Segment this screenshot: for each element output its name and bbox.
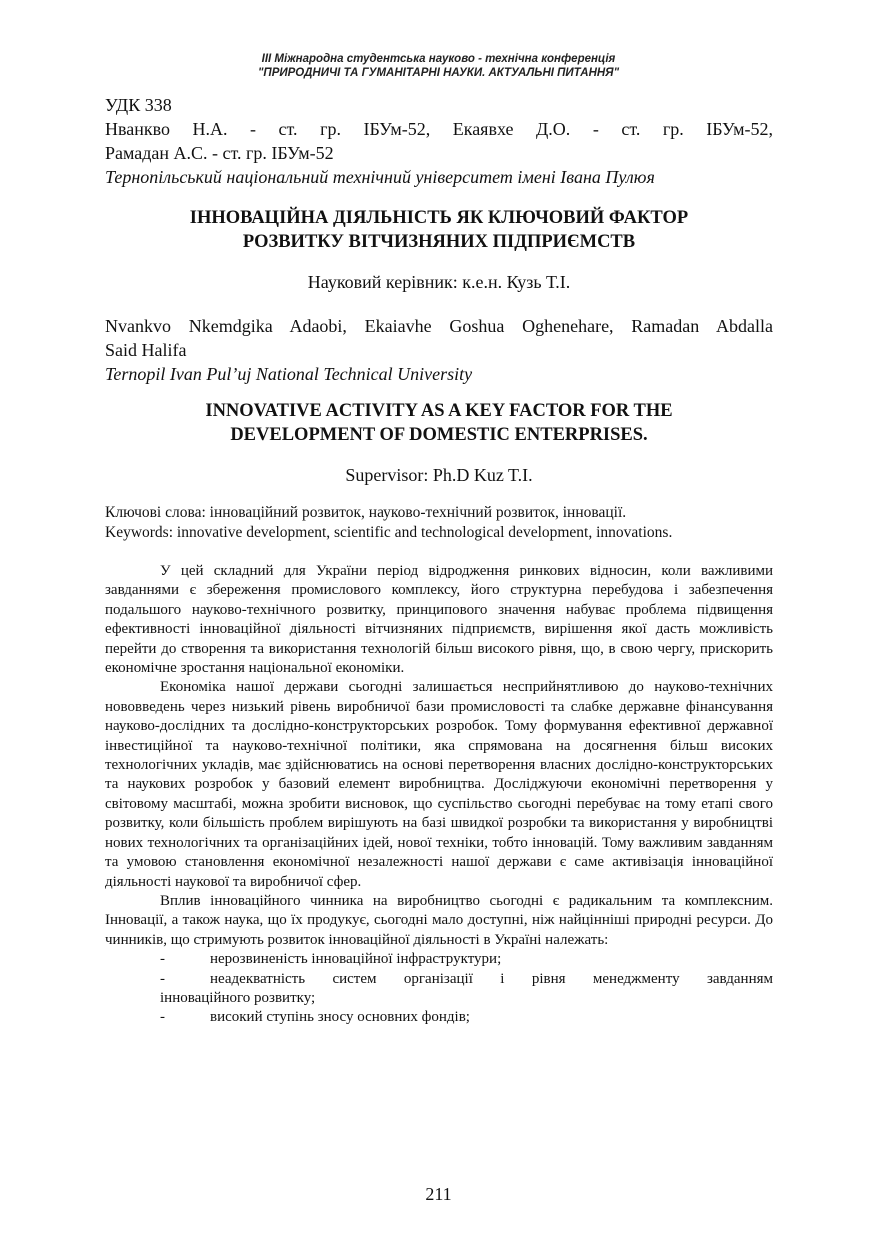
eng-title xyxy=(105,399,773,447)
list-item-text: неадекватність систем організації і рівня менеджменту завданням xyxy=(210,970,773,987)
eng-authors-block xyxy=(105,314,773,386)
ukr-authors-line1: Нванкво Н.А. - ст. гр. ІБУм-52, Екаявхе Д.О. - ст. гр. ІБУм-52, xyxy=(105,119,773,139)
ukr-authors-line2: Рамадан А.С. - ст. гр. ІБУм-52 xyxy=(105,143,334,163)
list-item-text: нерозвиненість інноваційної інфраструктури; xyxy=(210,951,502,968)
list-dash: - xyxy=(160,951,165,968)
list-item xyxy=(105,970,773,989)
list-item xyxy=(105,1008,773,1027)
ukr-supervisor: Науковий керівник: к.е.н. Кузь Т.І. xyxy=(307,272,571,292)
list-item-text: високий ступінь зносу основних фондів; xyxy=(210,1009,470,1026)
body-text xyxy=(105,562,773,1028)
keywords-block xyxy=(105,503,773,543)
eng-university: Ternopil Ivan Pul’uj National Technical University xyxy=(105,364,473,384)
eng-title-line1: INNOVATIVE ACTIVITY AS A KEY FACTOR FOR THE xyxy=(205,401,673,421)
list-item-continuation: інноваційного розвитку; xyxy=(160,989,316,1006)
list-dash: - xyxy=(160,1009,165,1026)
paragraph-2: Економіка нашої держави сьогодні залишається несприйнятливою до науково-технічних нововведень через низький рівень виробничої бази промисловості та слабке державне фінансування науково-дослідних та дослідно-конструкторських розробок. Тому формування ефективної державної інвестиційної та науково-технічної політики, яка спрямована на досягнення більш високих технологічних укладів, має здійснюватись на основі перетворення власних дослідно-конструкторських та наукових розробок у базовий елемент виробництва. Досліджуючи економічні перетворення у світовому масштабі, можна зробити висновок, що суспільство сьогодні перебуває на тому етапі свого розвитку, коли більшість проблем вирішують на базі швидкої розробки та використання у виробництві нових технологічних та організаційних ідей, нової техніки, тобто інновацій. Тому важливим завданням та умовою становлення економічної незалежності нашої держави є саме активізація інноваційної діяльності наукової та виробничої сфер. xyxy=(105,679,773,890)
ukr-university: Тернопільський національний технічний університет імені Івана Пулюя xyxy=(105,167,655,187)
page-number: 211 xyxy=(425,1184,452,1204)
ukr-title xyxy=(105,206,773,254)
conference-header xyxy=(0,52,877,80)
eng-supervisor: Supervisor: Ph.D Kuz T.I. xyxy=(345,465,533,485)
eng-title-line2: DEVELOPMENT OF DOMESTIC ENTERPRISES. xyxy=(230,425,648,445)
keywords-eng: Keywords: innovative development, scientific and technological development, innovations. xyxy=(105,524,673,541)
conference-header-line1: III Міжнародна студентська науково - технічна конференція xyxy=(261,53,616,65)
paragraph-3: Вплив інноваційного чинника на виробництво сьогодні є радикальним та комплексним. Інновації, а також наука, що їх продукує, сьогодні мало доступні, ніж найцінніші природні ресурси. До чинників, що стримують розвиток інноваційної діяльності в Україні належать: xyxy=(105,892,773,948)
paragraph-1: У цей складний для України період відродження ринкових відносин, коли важливими завданнями є збереження промислового комплексу, його структурна перебудова і забезпечення подальшого науково-технічного розвитку, принципового значення набуває проблема підвищення ефективності інноваційної діяльності вітчизняних підприємств, вирішення якої дасть можливість перейти до створення та використання технологій більш високого рівня, що, в свою чергу, прискорить економічне зростання національної економіки. xyxy=(105,563,773,677)
conference-header-line2: "ПРИРОДНИЧІ ТА ГУМАНІТАРНІ НАУКИ. АКТУАЛЬНІ ПИТАННЯ" xyxy=(257,67,620,79)
keywords-ukr: Ключові слова: інноваційний розвиток, науково-технічний розвиток, інновації. xyxy=(105,504,627,521)
list-dash: - xyxy=(160,970,165,987)
ukr-title-line2: РОЗВИТКУ ВІТЧИЗНЯНИХ ПІДПРИЄМСТВ xyxy=(242,232,636,252)
udk-code: УДК 338 xyxy=(105,95,172,115)
ukr-authors-block xyxy=(105,93,773,189)
eng-authors-line2: Said Halifa xyxy=(105,340,187,360)
list-item xyxy=(105,950,773,969)
eng-authors-line1: Nvankvo Nkemdgika Adaobi, Ekaiavhe Goshua Oghenehare, Ramadan Abdalla xyxy=(105,316,773,336)
ukr-title-line1: ІННОВАЦІЙНА ДІЯЛЬНІСТЬ ЯК КЛЮЧОВИЙ ФАКТОР xyxy=(189,208,689,228)
